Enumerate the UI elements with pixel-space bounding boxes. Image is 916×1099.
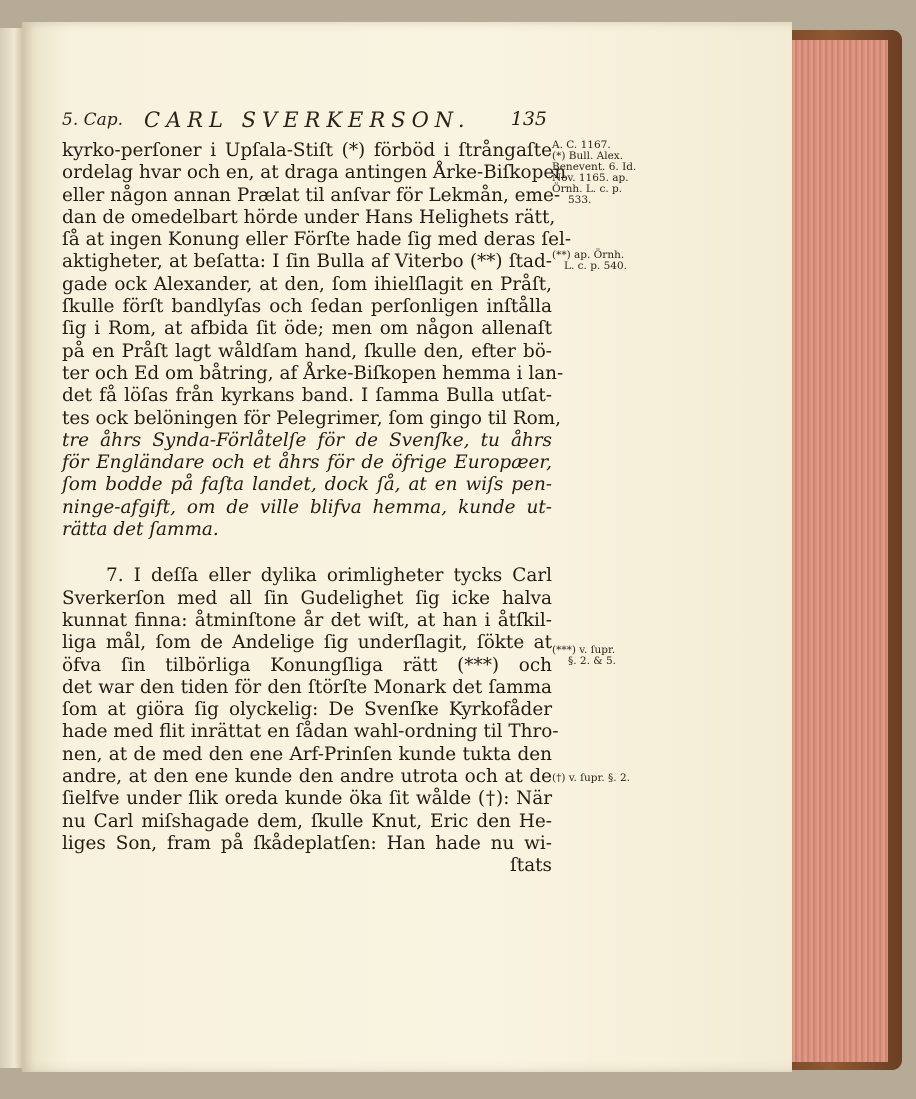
text-line: aktigheter, at beſatta: I ſin Bulla af Viterbo (**) ſtad- xyxy=(62,251,552,273)
text-line: ſkulle förſt bandlyſas och ſedan perſonligen inſtålla xyxy=(62,296,552,318)
text-line: ſom at giöra ſig olyckelig: De Svenſke Kyrkofåder xyxy=(62,699,552,721)
text-line: kunnat finna: åtminſtone år det wiſt, at han i åtſkil- xyxy=(62,609,552,631)
text-line: rätta det ſamma. xyxy=(62,519,219,541)
note-line: 533. xyxy=(568,194,592,206)
note-line: (**) ap. Örnh. xyxy=(552,249,625,261)
text-line: ninge-afgift, om de ville blifva hemma, kunde ut- xyxy=(62,496,552,518)
text-line: ſom bodde på faſta landet, dock ſå, at en wiſs pen- xyxy=(62,474,552,496)
text-line: det få löſas från kyrkans band. I ſamma Bulla utſat- xyxy=(62,385,552,407)
catchword: ſtats xyxy=(510,855,552,877)
text-line: ordelag hvar och en, at draga antingen Årke-Biſkopen xyxy=(62,162,567,184)
text-line: 7. I deſſa eller dylika orimligheter tycks Carl xyxy=(106,565,552,587)
text-line: tre åhrs Synda-Förlåtelſe för de Svenſke, tu åhrs xyxy=(62,429,552,451)
note-line: (*) Bull. Alex. xyxy=(552,150,624,162)
text-line: nen, at de med den ene Arf-Prinſen kunde tukta den xyxy=(62,743,552,765)
margin-note-1 xyxy=(552,140,642,206)
text-line: gade ock Alexander, at den, ſom ihielſlagit en Pråſt, xyxy=(62,273,552,295)
text-line: ter och Ed om båtring, af Årke-Biſkopen hemma i lan- xyxy=(62,362,564,384)
note-line: Benevent. 6. Id. xyxy=(552,161,637,173)
note-line: A. C. 1167. xyxy=(552,139,611,151)
note-line: Örnh. L. c. p. xyxy=(552,183,623,195)
text-line: ſig i Rom, at afbida ſit öde; men om någon allenaſt xyxy=(62,318,552,340)
text-line: ſå at ingen Konung eller Förſte hade ſig med deras ſel- xyxy=(62,229,572,251)
note-line: Nov. 1165. ap. xyxy=(552,172,629,184)
paragraph-gap xyxy=(62,541,552,565)
body-text xyxy=(62,140,572,878)
margin-note-3 xyxy=(552,645,642,667)
note-line: (***) v. ſupr. xyxy=(552,644,616,656)
margin-note-4 xyxy=(552,773,642,784)
page-number: 135 xyxy=(510,108,547,130)
text-line: liga mål, ſom de Andelige ſig underſlagit, ſökte at xyxy=(62,632,552,654)
note-line: §. 2. & 5. xyxy=(568,655,616,667)
chapter-label: 5. Cap. xyxy=(62,110,124,130)
text-line: andre, at den ene kunde den andre utrota och at de xyxy=(62,766,552,788)
running-title: CARL SVERKERSON. xyxy=(144,108,471,132)
text-line: eller någon annan Prælat til anſvar för Lekmån, eme- xyxy=(62,184,561,206)
page-block-edge xyxy=(790,40,888,1062)
text-line: dan de omedelbart hörde under Hans Helighets rätt, xyxy=(62,206,556,228)
text-line: kyrko-perſoner i Upſala-Stiſt (*) förböd i ſtrångaſte xyxy=(62,140,552,161)
text-line: Sverkerſon med all ſin Gudelighet ſig icke halva xyxy=(62,587,552,609)
note-line: L. c. p. 540. xyxy=(564,260,627,272)
margin-note-2 xyxy=(552,250,642,272)
text-line: öfva ſin tilbörliga Konungſliga rätt (***) och xyxy=(62,654,552,676)
note-line: (†) v. ſupr. §. 2. xyxy=(552,772,630,784)
running-head xyxy=(62,108,547,138)
text-line: det war den tiden för den ſtörſte Monark det ſamma xyxy=(62,676,552,698)
text-line: på en Pråſt lagt wåldſam hand, ſkulle den, efter bö- xyxy=(62,340,552,362)
text-line: nu Carl miſshagade dem, ſkulle Knut, Eric den He- xyxy=(62,810,552,832)
text-line: liges Son, fram på ſkådeplatſen: Han hade nu wi- xyxy=(62,832,552,854)
text-line: ſielfve under ſlik oreda kunde öka ſit wålde (†): När xyxy=(62,788,552,810)
paragraph-2 xyxy=(62,565,559,877)
text-line: hade med flit inrättat en ſådan wahl-ordning til Thro- xyxy=(62,721,559,743)
paragraph-1 xyxy=(62,140,572,541)
text-line: för Engländare och et åhrs för de öfrige Europæer, xyxy=(62,452,552,474)
text-line: tes ock belöningen för Pelegrimer, ſom gingo til Rom, xyxy=(62,407,561,429)
